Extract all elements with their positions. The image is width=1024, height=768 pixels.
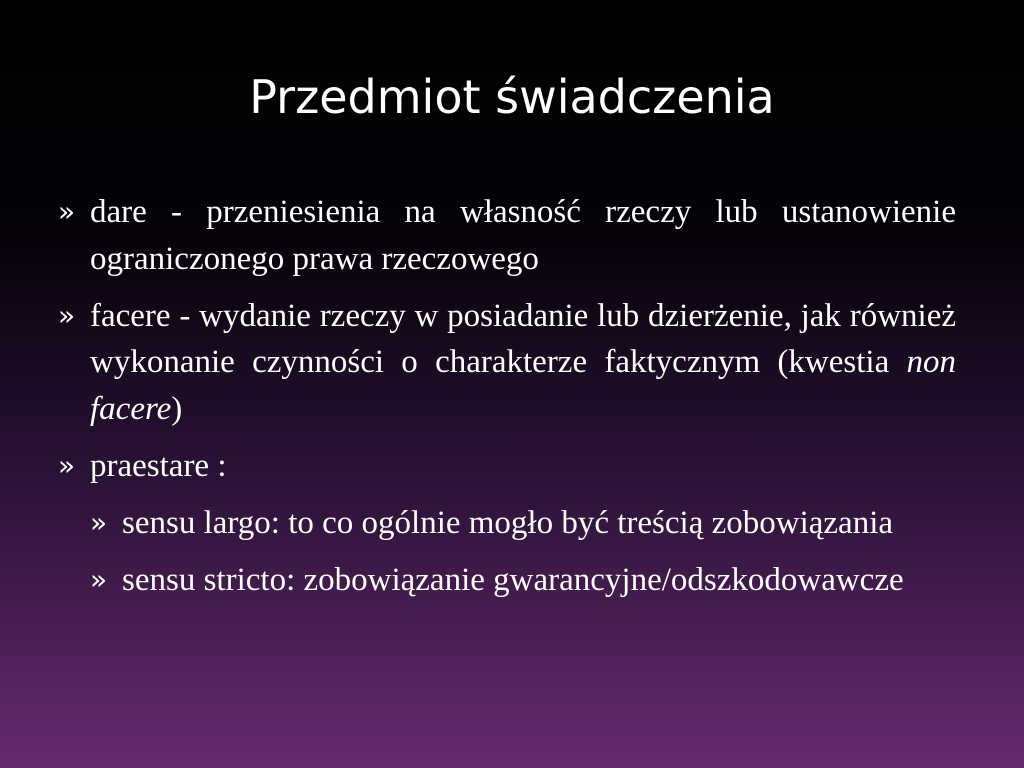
bullet-item-facere: [58, 293, 956, 433]
bullet-text: dare - przeniesienia na własność rzeczy lub ustanowienie ograniczonego prawa rzeczowego: [90, 194, 956, 277]
bullet-text: sensu stricto: zobowiązanie: [122, 561, 485, 598]
bullet-text-end: gwarancyjne/odszkodowawcze: [493, 561, 904, 598]
bullet-text-end: ): [171, 390, 183, 427]
bullet-emphasis: non facere: [90, 344, 956, 427]
bullet-glyph: »: [58, 195, 76, 228]
slide-title: Przedmiot świadczenia: [249, 70, 775, 124]
bullet-text: praestare :: [90, 447, 227, 484]
bullet-text: facere - wydanie rzeczy w posiadanie lub dzierżenie, jak również wykonanie czynności o charakterze faktycznym (kwestia: [90, 297, 956, 380]
bullet-item-praestare: [58, 443, 956, 490]
bullet-glyph: »: [58, 448, 76, 482]
bullet-item-dare: [58, 189, 956, 282]
bullet-text: sensu largo: to co ogólnie mogło być treścią zobowiązania: [122, 504, 894, 541]
bullet-list: [58, 189, 956, 614]
bullet-glyph: »: [58, 298, 76, 332]
sub-bullet-item-sensu-largo: [58, 500, 956, 547]
bullet-glyph: »: [90, 505, 108, 539]
sub-bullet-item-sensu-stricto: [58, 557, 956, 604]
bullet-glyph: »: [90, 562, 108, 596]
